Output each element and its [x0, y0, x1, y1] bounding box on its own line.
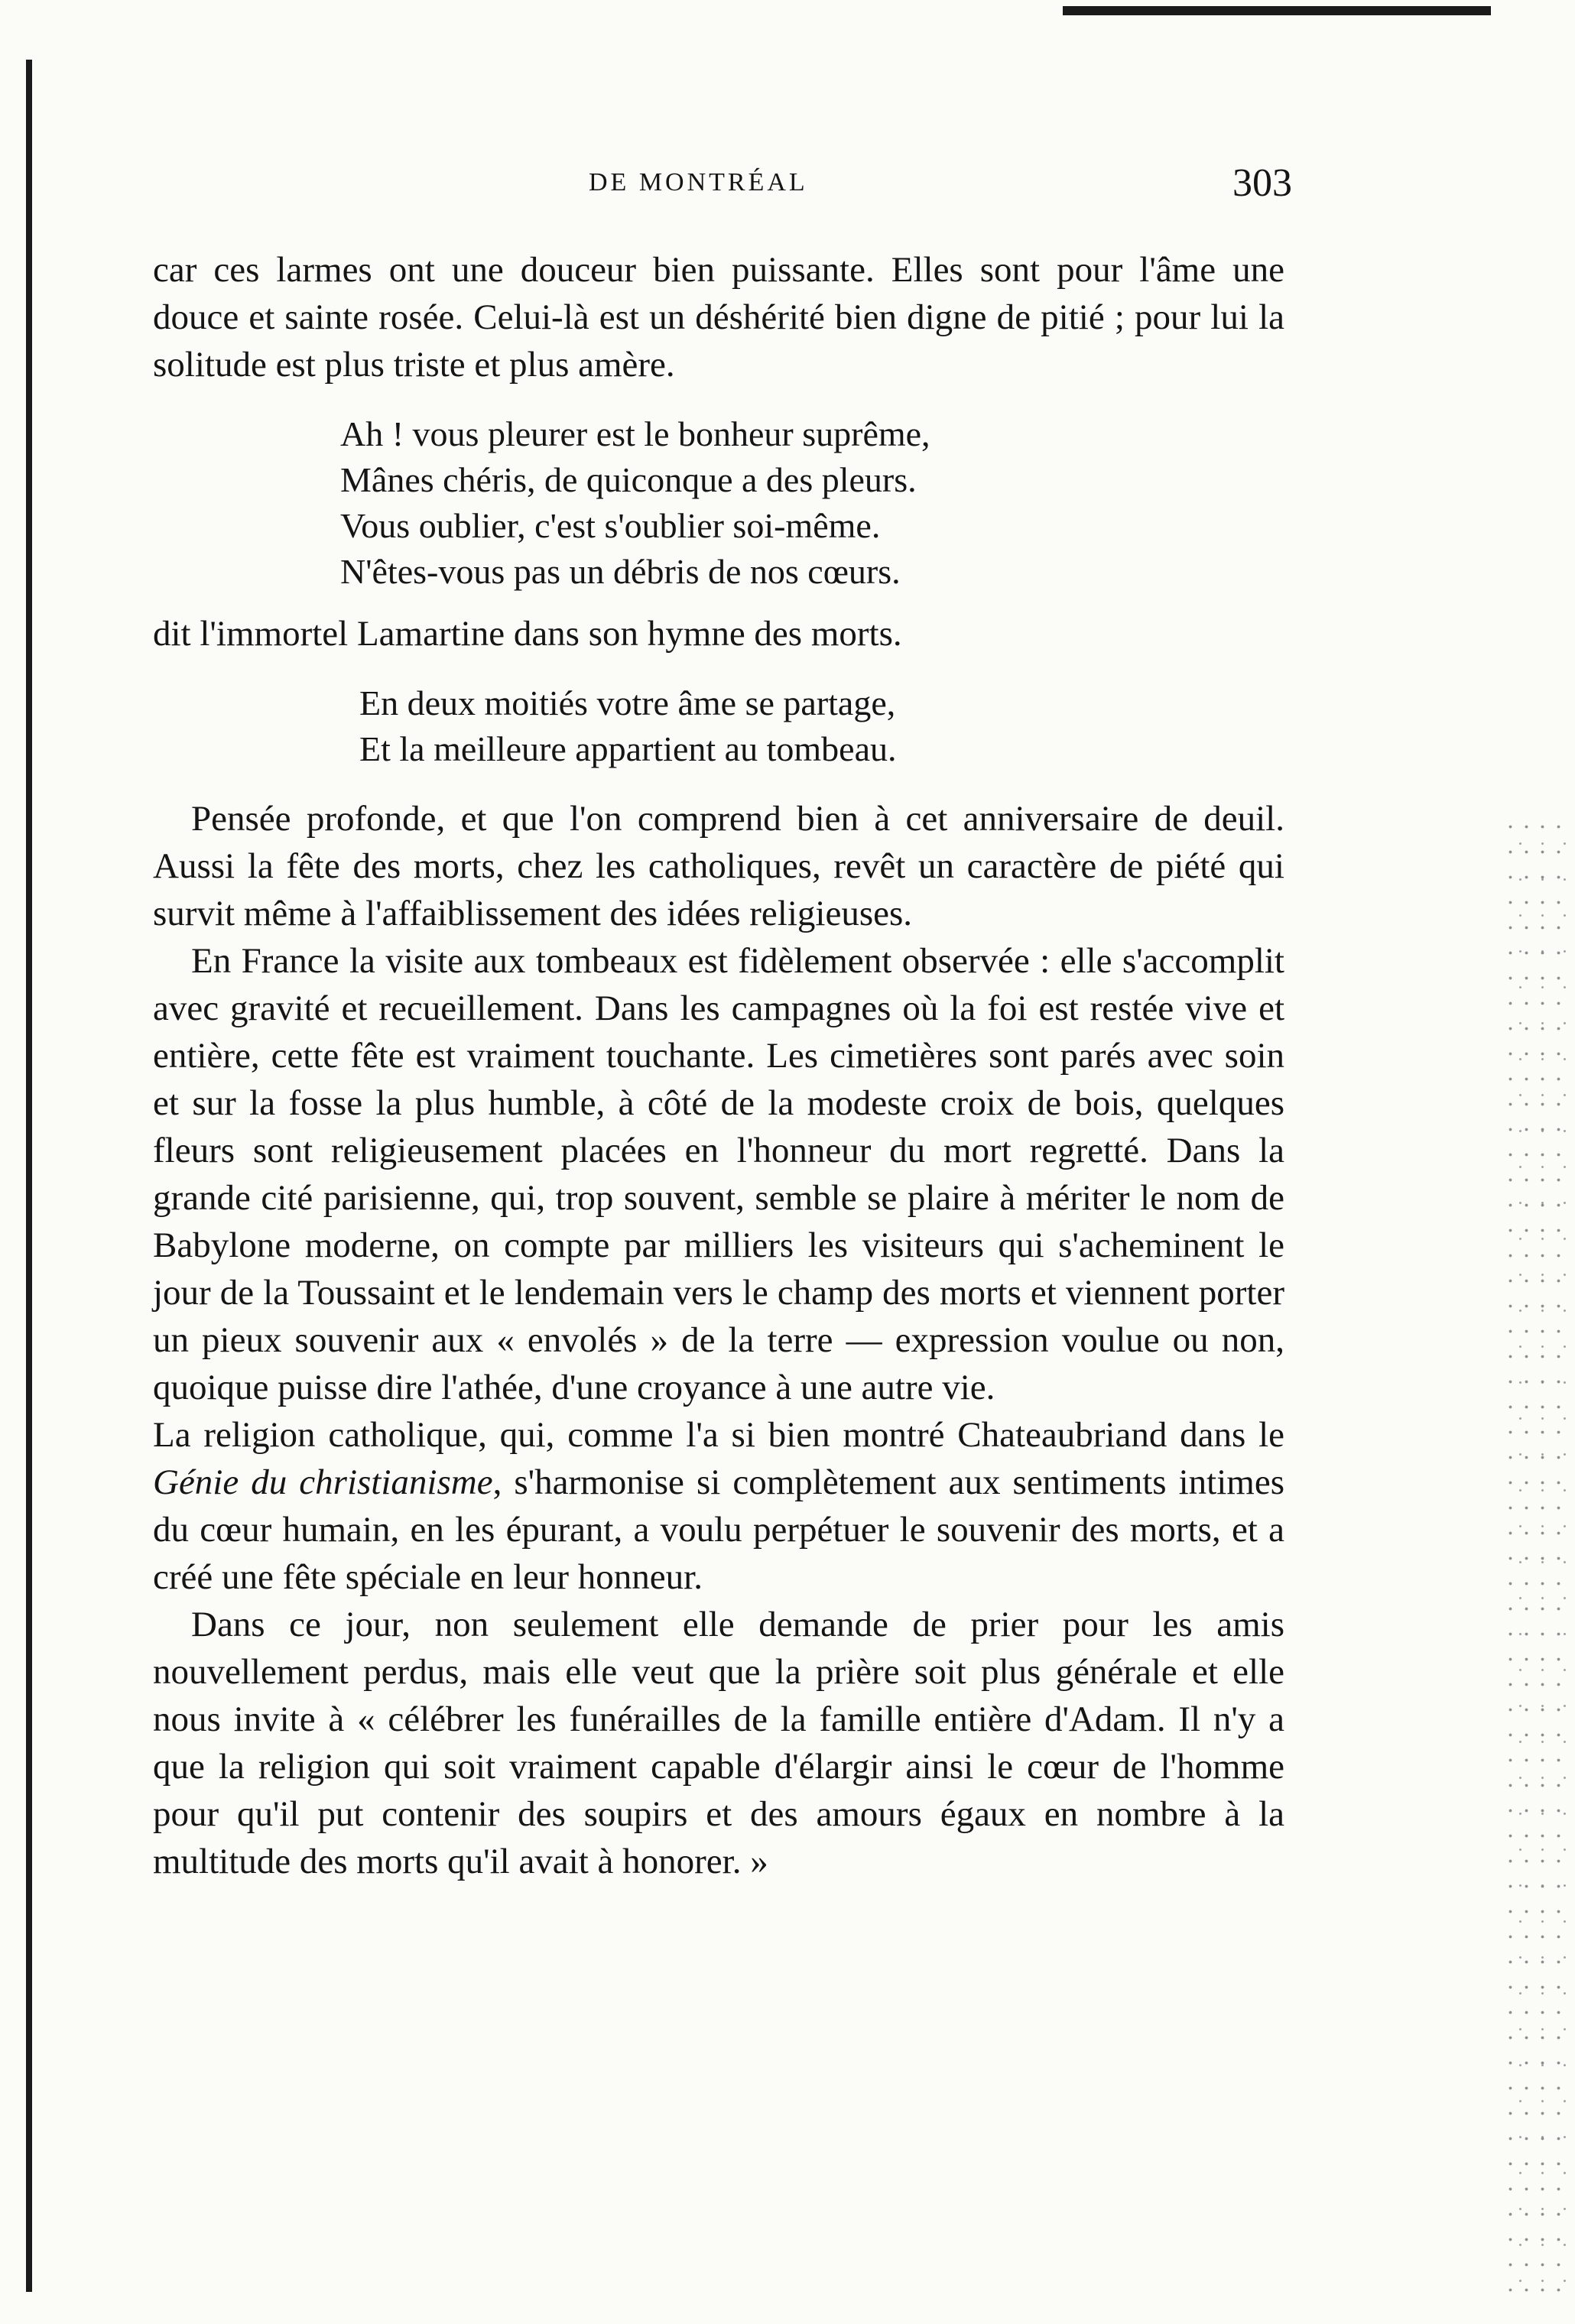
verse-line: N'êtes-vous pas un débris de nos cœurs. — [340, 552, 901, 591]
top-edge-rule — [1063, 6, 1491, 15]
paragraph-2: Pensée profonde, et que l'on comprend bien à cet anniversaire de deuil. Aussi la fête des morts, chez les catholiques, revêt un caractère de piété qui survit même à l'affaiblissement des idées religieuses. — [153, 799, 1284, 933]
verse-quote-1 — [340, 411, 1284, 595]
book-title: Génie du christianisme — [153, 1462, 493, 1502]
paragraph-5: Dans ce jour, non seulement elle demande de prier pour les amis nouvellement perdus, mais elle veut que la prière soit plus générale et elle nous invite à « célébrer les funérailles de la famille entière d'Adam. Il n'y a que la religion qui soit vraiment capable d'élargir ainsi le cœur de l'homme pour qu'il put contenir des soupirs et des amours égaux en nombre à la multitude des morts qu'il avait à honorer. » — [153, 1605, 1284, 1881]
page-number: 303 — [1232, 161, 1292, 205]
running-head: DE MONTRÉAL — [589, 168, 808, 196]
paragraph-1: car ces larmes ont une douceur bien puissante. Elles sont pour l'âme une douce et sainte rosée. Celui-là est un déshérité bien digne de pitié ; pour lui la solitude est plus triste et plus amère. — [153, 250, 1284, 385]
page-gutter-edge — [26, 60, 32, 2292]
paragraph-4 — [153, 1411, 1284, 1601]
page-edge-speckle — [1500, 810, 1566, 2293]
body-text — [153, 246, 1284, 1885]
verse-line: Ah ! vous pleurer est le bonheur suprême, — [340, 414, 930, 453]
quote-attribution: dit l'immortel Lamartine dans son hymne des morts. — [153, 614, 902, 654]
verse-line: En deux moitiés votre âme se partage, — [359, 683, 896, 722]
paragraph-3: En France la visite aux tombeaux est fidèlement observée : elle s'accomplit avec gravité et recueillement. Dans les campagnes où la foi est restée vive et entière, cette fête est vraiment touchante. Les cimetières sont parés avec soin et sur la fosse la plus humble, à côté de la modeste croix de bois, quelques fleurs sont religieusement placées en l'honneur du mort regretté. Dans la grande cité parisienne, qui, trop souvent, semble se plaire à mériter le nom de Babylone moderne, on compte par milliers les visiteurs qui s'acheminent le jour de la Toussaint et le lendemain vers le champ des morts et viennent porter un pieux souvenir aux « envolés » de la terre — expression voulue ou non, quoique puisse dire l'athée, d'une croyance à une autre vie. — [153, 941, 1284, 1407]
paragraph-4-start: La religion catholique, qui, comme l'a si bien montré Chateaubriand dans le — [153, 1415, 1284, 1455]
verse-line: Et la meilleure appartient au tombeau. — [359, 729, 897, 768]
verse-line: Vous oublier, c'est s'oublier soi-même. — [340, 506, 881, 545]
verse-quote-2 — [359, 680, 1284, 772]
paragraph-4-end: , s'harmonise si complètement aux sentiments intimes du cœur humain, en les épurant, a voulu perpétuer le souvenir des morts, et a créé une fête spéciale en leur honneur. — [153, 1462, 1284, 1597]
verse-line: Mânes chéris, de quiconque a des pleurs. — [340, 460, 917, 499]
